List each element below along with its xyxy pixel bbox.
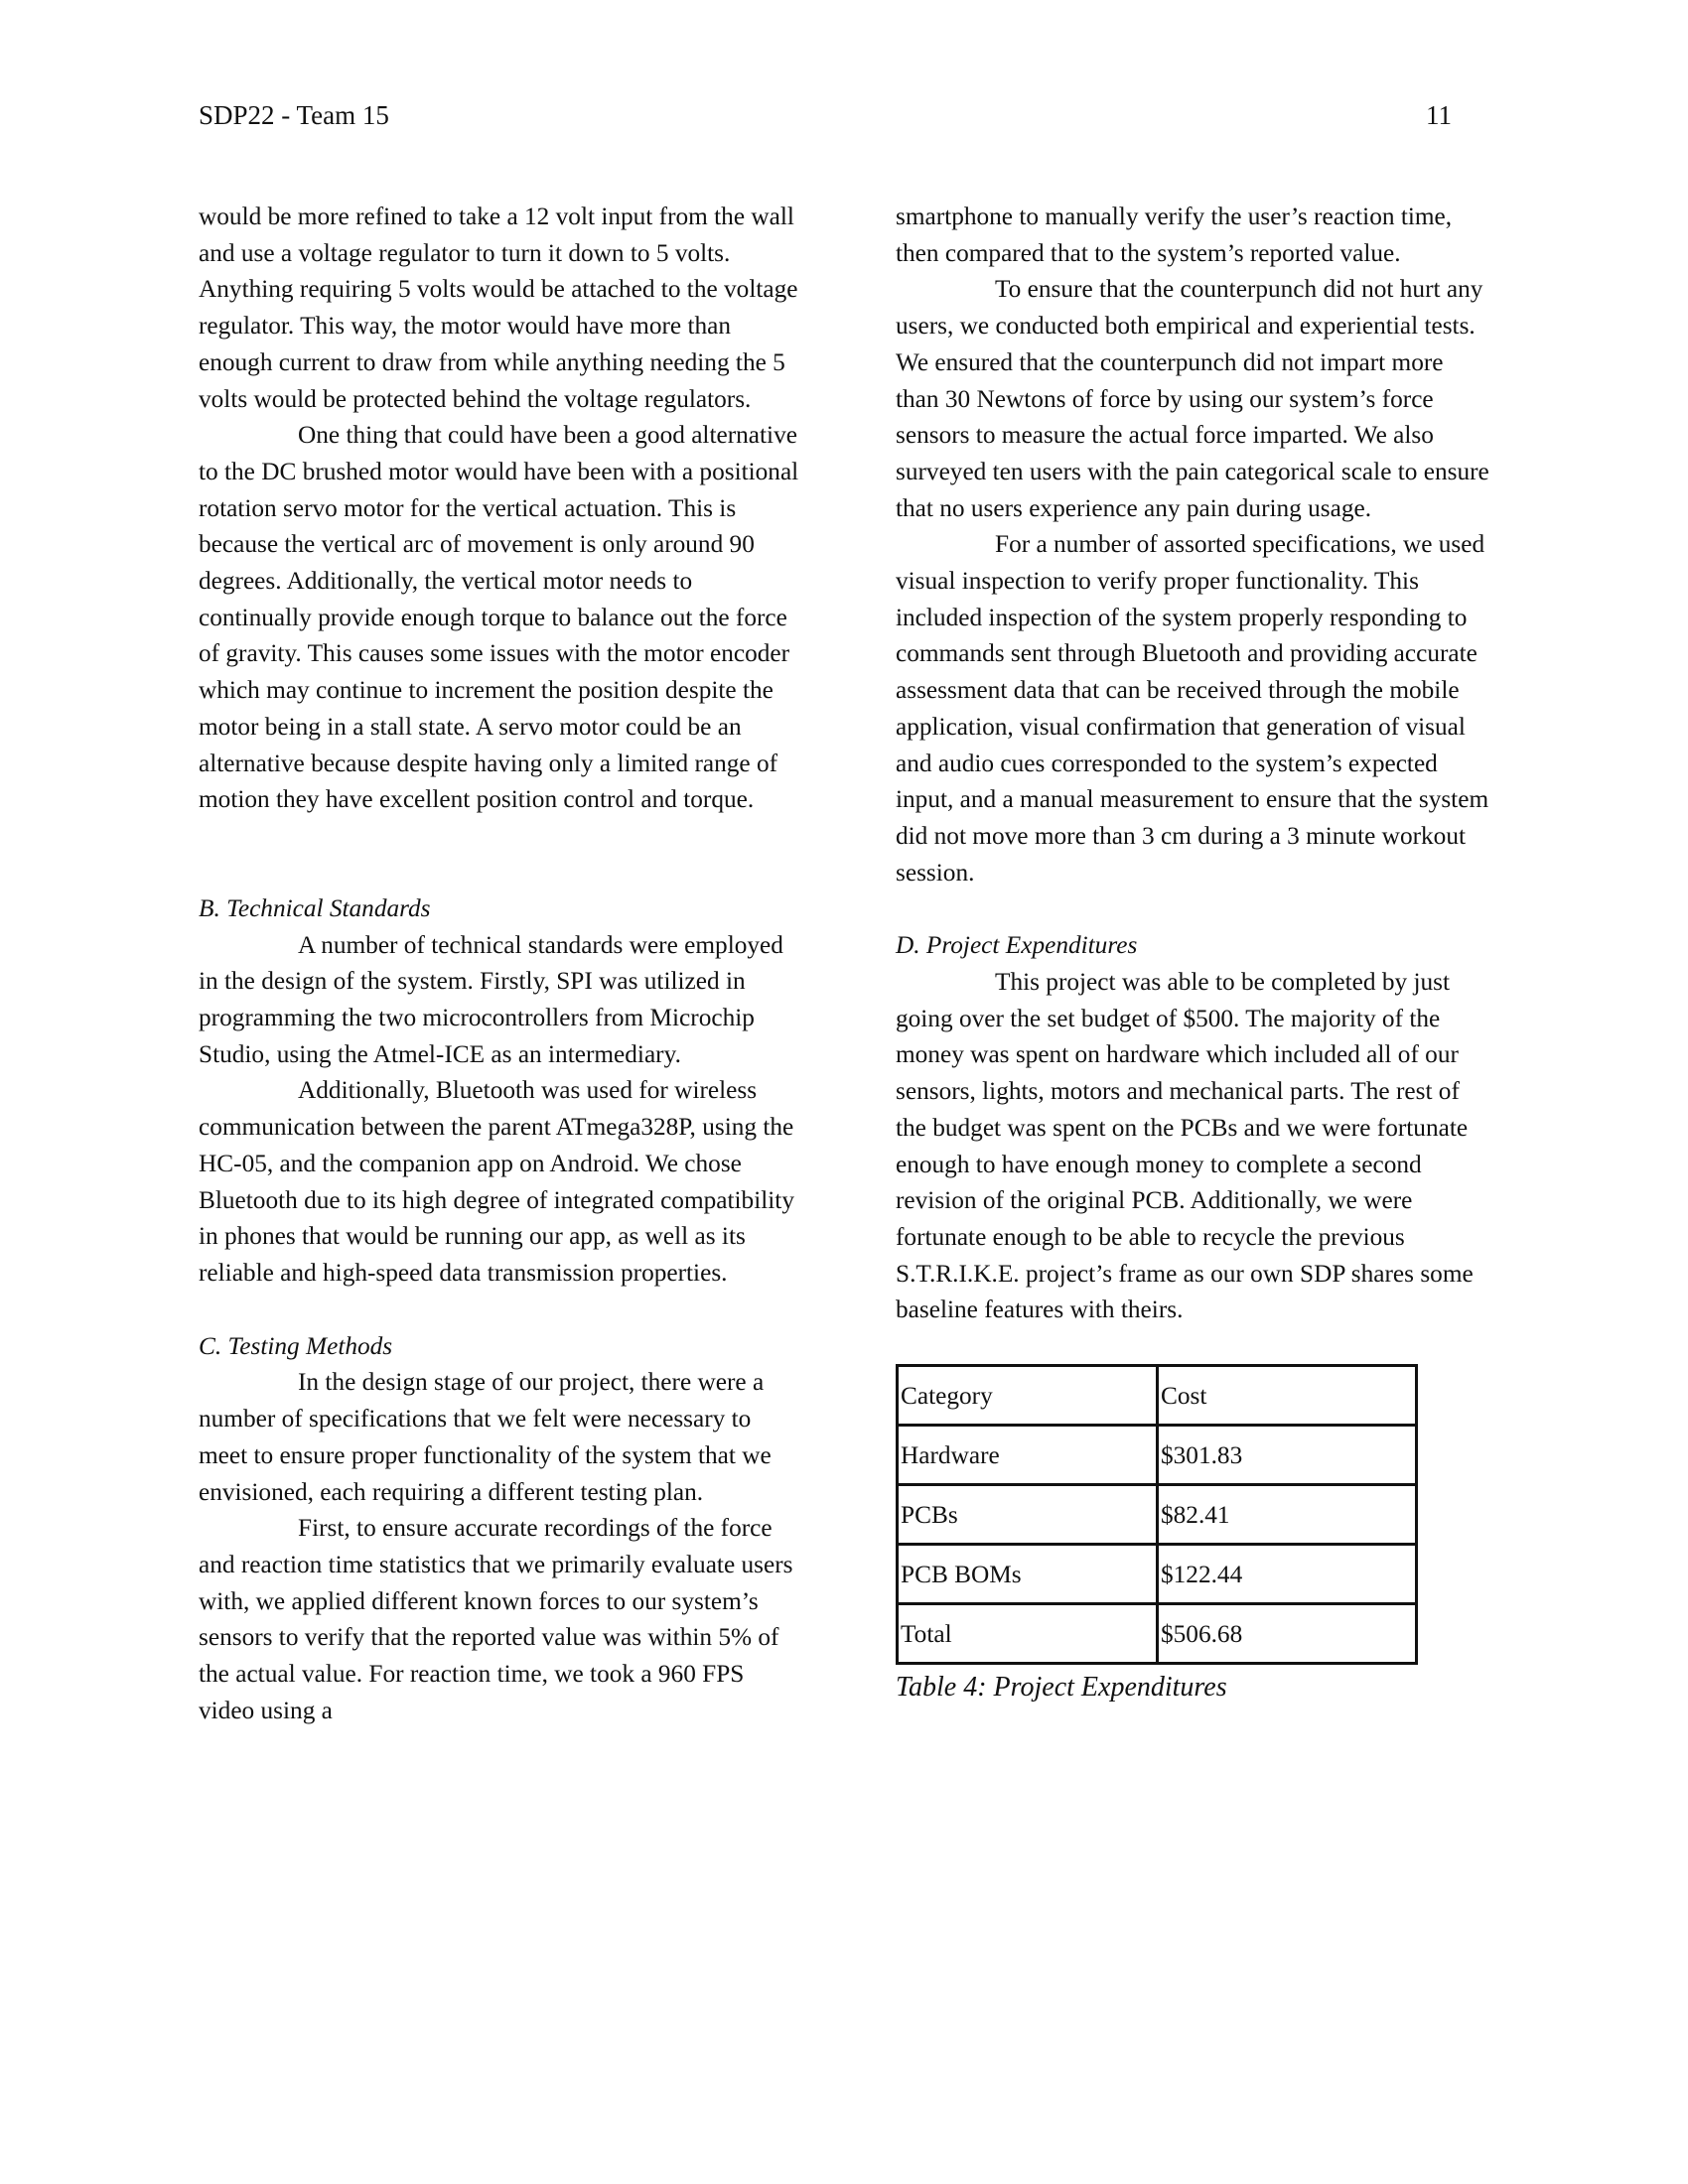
table-row bbox=[898, 1485, 1417, 1545]
spacer bbox=[199, 818, 799, 890]
page-header-title: SDP22 - Team 15 bbox=[199, 100, 389, 130]
right-column bbox=[896, 199, 1491, 1705]
table-cell: $506.68 bbox=[1158, 1604, 1417, 1664]
spacer bbox=[896, 890, 1491, 927]
table-row bbox=[898, 1426, 1417, 1485]
spacer bbox=[199, 1292, 799, 1328]
paragraph: Additionally, Bluetooth was used for wireless communication between the parent ATmega328P, using the HC-05, and the companion app on Android. We chose Bluetooth due to its high degree of integrated compatibility in phones that would be running our app, as well as its reliable and high-speed data transmission properties. bbox=[199, 1076, 794, 1287]
paragraph: In the design stage of our project, there were a number of specifications that we felt were necessary to meet to ensure proper functionality of the system that we envisioned, each requiring a different testing plan. bbox=[199, 1368, 772, 1506]
section-heading-project-expenditures: D. Project Expenditures bbox=[896, 931, 1138, 960]
table-cell: PCB BOMs bbox=[898, 1545, 1158, 1604]
table-row bbox=[898, 1545, 1417, 1604]
table-cell: Hardware bbox=[898, 1426, 1158, 1485]
table-row bbox=[898, 1604, 1417, 1664]
section-heading-testing-methods: C. Testing Methods bbox=[199, 1331, 393, 1360]
paragraph: For a number of assorted specifications, we used visual inspection to verify proper functionality. This included inspection of the system properly responding to commands sent through Bluetooth and providing accurate assessment data that can be received through the mobile application, visual confirmation that generation of visual and audio cues corresponded to the system’s expected input, and a manual measurement to ensure that the system did not move more than 3 cm during a 3 minute workout session. bbox=[896, 530, 1489, 887]
paragraph: First, to ensure accurate recordings of the force and reaction time statistics that we primarily evaluate users with, we applied different known forces to our system’s sensors to verify that the reported value was within 5% of the actual value. For reaction time, we took a 960 FPS video using a bbox=[199, 1514, 793, 1724]
table-header-cell: Cost bbox=[1158, 1366, 1417, 1426]
table-cell: $301.83 bbox=[1158, 1426, 1417, 1485]
paragraph: A number of technical standards were employed in the design of the system. Firstly, SPI was utilized in programming the two microcontrollers from Microchip Studio, using the Atmel-ICE as an intermediary. bbox=[199, 930, 783, 1068]
section-heading-technical-standards: B. Technical Standards bbox=[199, 893, 431, 922]
paragraph: would be more refined to take a 12 volt input from the wall and use a voltage regulator to turn it down to 5 volts. Anything requiring 5 volts would be attached to the voltage regulator. This way, the motor would have more than enough current to draw from while anything needing the 5 volts would be protected behind the voltage regulators. bbox=[199, 203, 798, 413]
paragraph: One thing that could have been a good alternative to the DC brushed motor would have been with a positional rotation servo motor for the vertical actuation. This is because the vertical arc of movement is only around 90 degrees. Additionally, the vertical motor needs to continually provide enough torque to balance out the force of gravity. This causes some issues with the motor encoder which may continue to increment the position despite the motor being in a stall state. A servo motor could be an alternative because despite having only a limited range of motion they have excellent position control and torque. bbox=[199, 421, 799, 814]
paragraph: To ensure that the counterpunch did not hurt any users, we conducted both empirical and experiential tests. We ensured that the counterpunch did not impart more than 30 Newtons of force by using our system’s force sensors to measure the actual force imparted. We also surveyed ten users with the pain categorical scale to ensure that no users experience any pain during usage. bbox=[896, 275, 1489, 522]
expenditures-table bbox=[896, 1364, 1418, 1665]
page-number: 11 bbox=[1426, 100, 1452, 130]
table-cell: $82.41 bbox=[1158, 1485, 1417, 1545]
table-caption: Table 4: Project Expenditures bbox=[896, 1672, 1227, 1704]
table-cell: Total bbox=[898, 1604, 1158, 1664]
table-cell: $122.44 bbox=[1158, 1545, 1417, 1604]
left-column bbox=[199, 199, 799, 1728]
table-header-cell: Category bbox=[898, 1366, 1158, 1426]
table-cell: PCBs bbox=[898, 1485, 1158, 1545]
paragraph: This project was able to be completed by just going over the set budget of $500. The majority of the money was spent on hardware which included all of our sensors, lights, motors and mechanical parts. The rest of the budget was spent on the PCBs and we were fortunate enough to have enough money to complete a second revision of the original PCB. Additionally, we were fortunate enough to be able to recycle the previous S.T.R.I.K.E. project’s frame as our own SDP shares some baseline features with theirs. bbox=[896, 968, 1474, 1324]
paragraph: smartphone to manually verify the user’s reaction time, then compared that to the system’s reported value. bbox=[896, 203, 1453, 267]
table-header-row bbox=[898, 1366, 1417, 1426]
